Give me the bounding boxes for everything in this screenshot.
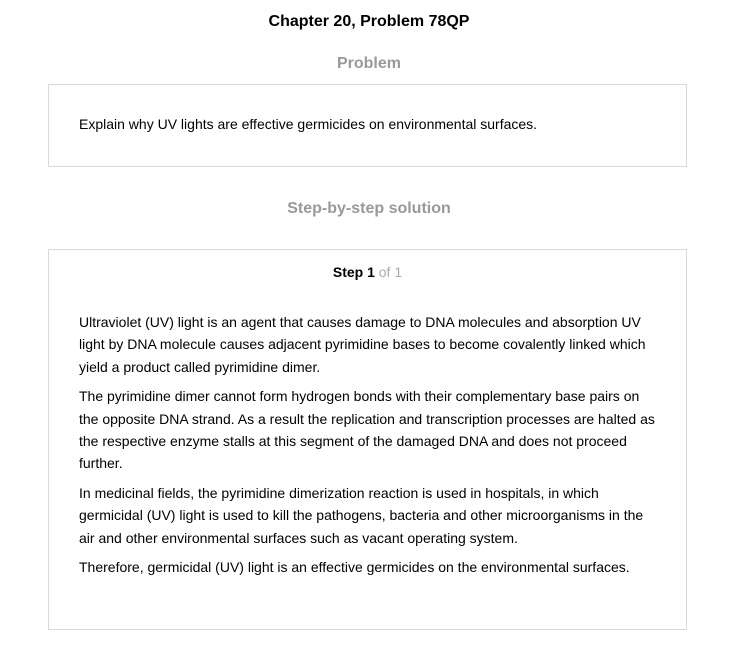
solution-paragraph: In medicinal fields, the pyrimidine dimerization reaction is used in hospitals, in which germicidal (UV) light is used to kill the pathogens, bacteria and other microorganisms in the air and other environmental surfaces such as vacant operating system.: [79, 485, 644, 546]
solution-paragraph: Ultraviolet (UV) light is an agent that causes damage to DNA molecules and absorption UV light by DNA molecule causes adjacent pyrimidine bases to become covalently linked which yield a product called pyrimidine dimer.: [79, 314, 646, 375]
solution-paragraph: The pyrimidine dimer cannot form hydrogen bonds with their complementary base pairs on the opposite DNA strand. As a result the replication and transcription processes are halted as the respective enzyme stalls at this segment of the damaged DNA and does not proceed further.: [79, 388, 655, 472]
step-count: of 1: [378, 264, 403, 280]
step-header: [49, 263, 686, 281]
page-title: Chapter 20, Problem 78QP: [268, 13, 470, 30]
solution-heading: Step-by-step solution: [287, 200, 451, 217]
solution-body: [79, 311, 659, 586]
step-label: Step 1: [332, 264, 375, 280]
solution-box: [48, 249, 687, 630]
solution-paragraph: Therefore, germicidal (UV) light is an effective germicides on the environmental surfaces.: [79, 559, 630, 576]
problem-box: [48, 84, 687, 167]
problem-heading: Problem: [336, 55, 401, 72]
problem-text: Explain why UV lights are effective germicides on environmental surfaces.: [79, 116, 538, 132]
